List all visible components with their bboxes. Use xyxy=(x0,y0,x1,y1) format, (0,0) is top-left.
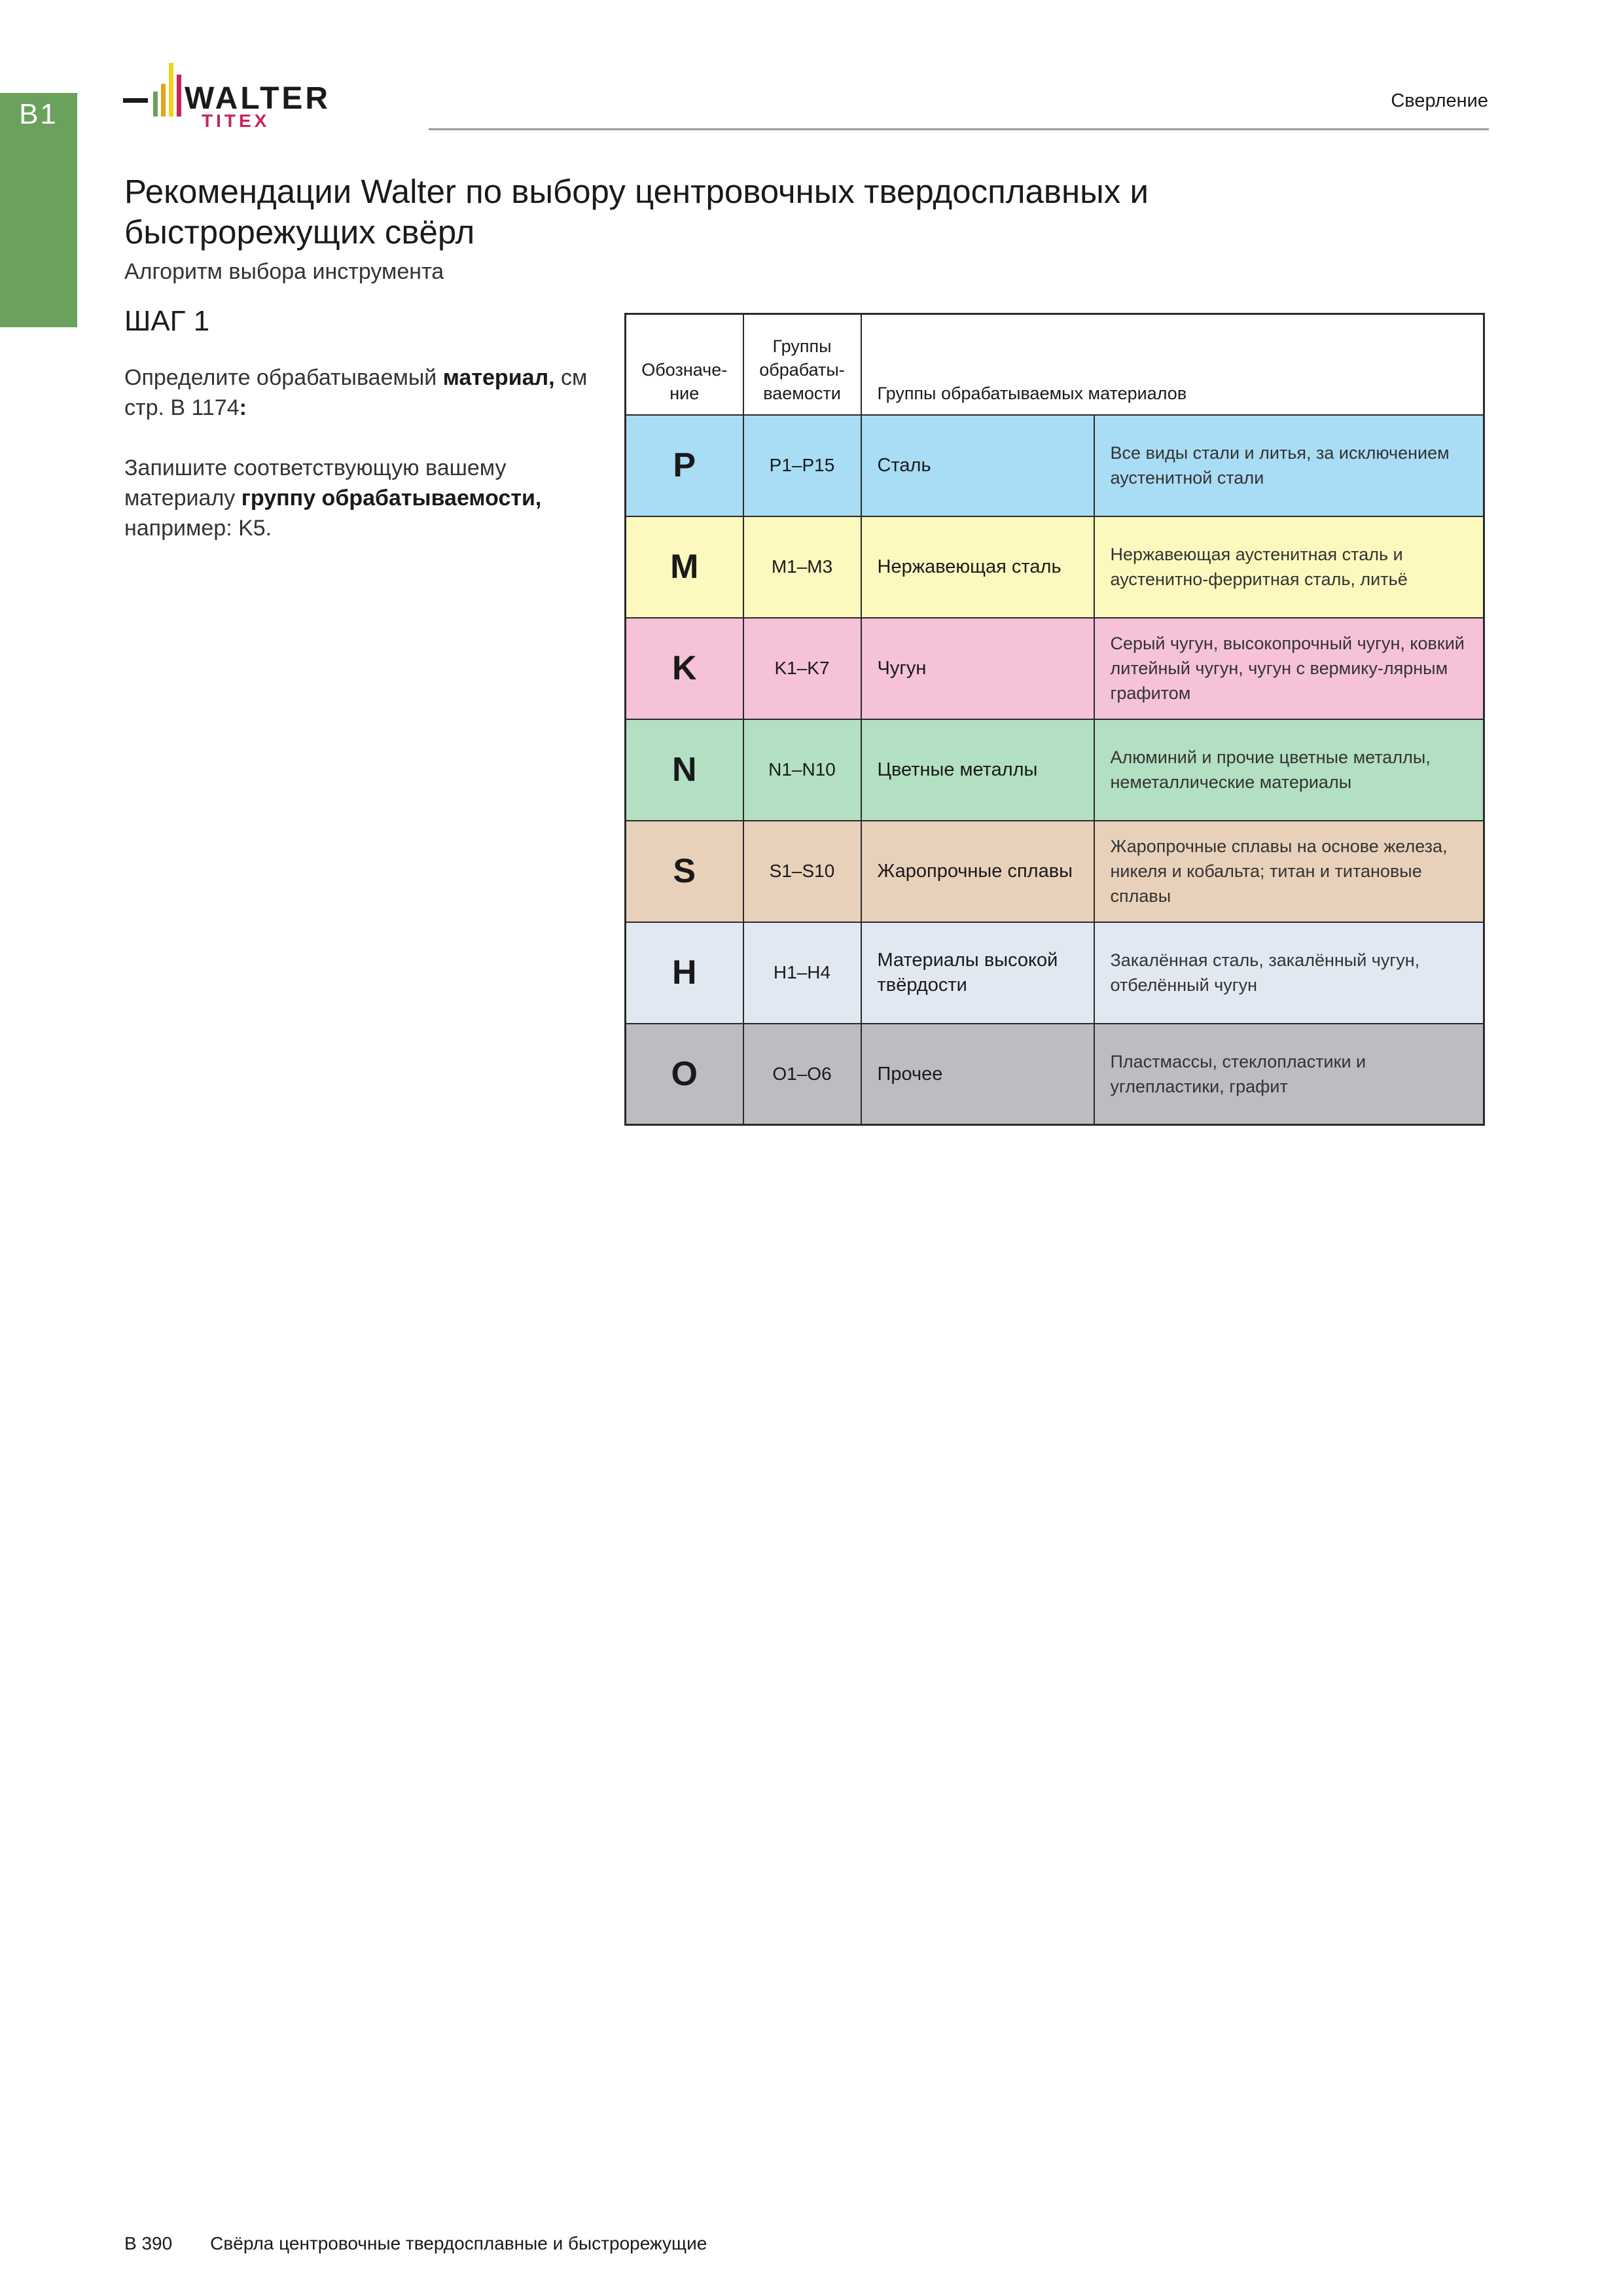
table-row xyxy=(626,516,1484,618)
table-header-row xyxy=(626,314,1484,415)
header-designation: Обозначе- ние xyxy=(626,314,743,415)
material-description: Все виды стали и литья, за исключением аустенитной стали xyxy=(1094,415,1484,516)
footer-text: Свёрла центровочные твердосплавные и быстрорежущие xyxy=(210,2233,707,2253)
instruction-text: Запишите соответствующую вашему материалу xyxy=(124,456,507,511)
material-group-name: Материалы высокой твёрдости xyxy=(861,922,1094,1024)
step-instructions xyxy=(124,363,596,573)
material-description: Закалённая сталь, закалённый чугун, отбелённый чугун xyxy=(1094,922,1484,1024)
machinability-range: P1–P15 xyxy=(743,415,861,516)
page-title: Рекомендации Walter по выбору центровочных твердосплавных и быстрорежущих свёрл xyxy=(124,173,1149,251)
material-code: N xyxy=(626,719,743,821)
material-groups-table xyxy=(624,313,1485,1126)
material-code: S xyxy=(626,821,743,922)
instruction-bold: : xyxy=(239,395,247,420)
machinability-range: K1–K7 xyxy=(743,618,861,719)
table-row xyxy=(626,1024,1484,1125)
table-row xyxy=(626,618,1484,719)
material-group-name: Жаропрочные сплавы xyxy=(861,821,1094,922)
material-group-name: Нержавеющая сталь xyxy=(861,516,1094,618)
instruction-text: например: K5. xyxy=(124,516,272,541)
section-title: Сверление xyxy=(1391,90,1488,111)
material-group-name: Цветные металлы xyxy=(861,719,1094,821)
instruction-text: см стр. B 1174 xyxy=(124,365,588,420)
header-material-groups: Группы обрабатываемых материалов xyxy=(861,314,1484,415)
material-code: P xyxy=(626,415,743,516)
material-code: K xyxy=(626,618,743,719)
machinability-range: H1–H4 xyxy=(743,922,861,1024)
table-row xyxy=(626,821,1484,922)
page-number: B 390 xyxy=(124,2233,173,2253)
instruction-bold: группу обрабатываемости, xyxy=(241,486,542,511)
logo-titex-text: TITEX xyxy=(202,111,270,131)
machinability-range: M1–M3 xyxy=(743,516,861,618)
material-code: O xyxy=(626,1024,743,1125)
step-heading: ШАГ 1 xyxy=(124,305,210,337)
page-footer xyxy=(124,2233,707,2254)
instruction-text: Определите обрабатываемый xyxy=(124,365,443,390)
material-description: Алюминий и прочие цветные металлы, неметаллические материалы xyxy=(1094,719,1484,821)
table-row xyxy=(626,719,1484,821)
material-group-name: Прочее xyxy=(861,1024,1094,1125)
machinability-range: O1–O6 xyxy=(743,1024,861,1125)
material-group-name: Сталь xyxy=(861,415,1094,516)
table-row xyxy=(626,415,1484,516)
material-code: M xyxy=(626,516,743,618)
chapter-tab-label: B1 xyxy=(19,98,58,130)
walter-titex-logo xyxy=(123,58,403,134)
machinability-range: S1–S10 xyxy=(743,821,861,922)
instruction-material xyxy=(124,363,596,423)
material-description: Серый чугун, высокопрочный чугун, ковкий литейный чугун, чугун с вермику-лярным графитом xyxy=(1094,618,1484,719)
logo-walter-text: WALTER xyxy=(185,81,331,116)
machinability-range: N1–N10 xyxy=(743,719,861,821)
material-description: Нержавеющая аустенитная сталь и аустенитно-ферритная сталь, литьё xyxy=(1094,516,1484,618)
page-subtitle: Алгоритм выбора инструмента xyxy=(124,259,444,284)
table-row xyxy=(626,922,1484,1024)
material-description: Жаропрочные сплавы на основе железа, никеля и кобальта; титан и титановые сплавы xyxy=(1094,821,1484,922)
material-description: Пластмассы, стеклопластики и углепластики, графит xyxy=(1094,1024,1484,1125)
header-groups: Группы обрабаты- ваемости xyxy=(743,314,861,415)
header-rule xyxy=(429,128,1489,130)
instruction-group xyxy=(124,453,596,543)
material-code: H xyxy=(626,922,743,1024)
instruction-bold: материал, xyxy=(442,365,555,390)
material-group-name: Чугун xyxy=(861,618,1094,719)
